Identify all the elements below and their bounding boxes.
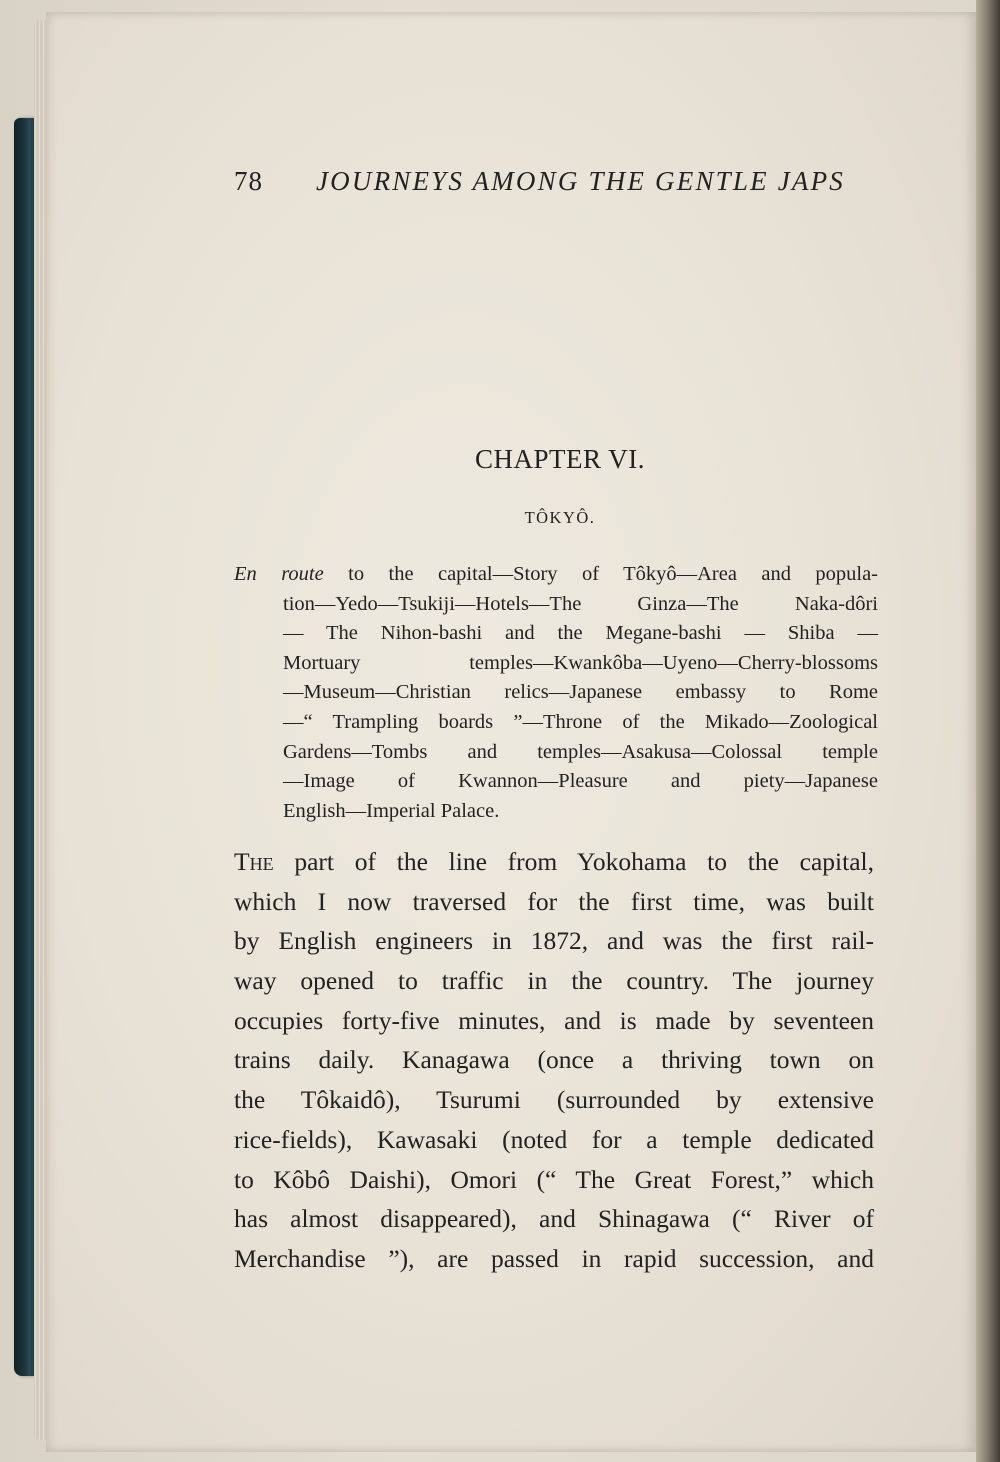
synopsis-line-text: to the capital—Story of Tôkyô—Area and popula- (348, 563, 878, 585)
chapter-title: TÔKYÔ. (524, 508, 596, 527)
body-line: Merchandise ”), are passed in rapid succession, and (234, 1243, 874, 1273)
body-line: rice-fields), Kawasaki (noted for a temple dedicated (234, 1124, 874, 1154)
synopsis-line: —“ Trampling boards ”—Throne of the Mikado—Zoological (283, 710, 878, 733)
book-gutter-shadow (976, 0, 1000, 1462)
synopsis-line: Mortuary temples—Kwankôba—Uyeno—Cherry-blossoms (283, 651, 878, 674)
body-line: occupies forty-five minutes, and is made by seventeen (234, 1005, 874, 1035)
synopsis-lead: En route (234, 563, 324, 585)
synopsis-line: tion—Yedo—Tsukiji—Hotels—The Ginza—The Naka-dôri (283, 592, 878, 615)
body-line: has almost disappeared), and Shinagawa (“ River of (234, 1204, 874, 1234)
body-paragraph (234, 842, 874, 1279)
body-line: way opened to traffic in the country. The journey (234, 966, 874, 996)
body-line: to Kôbô Daishi), Omori (“ The Great Forest,” which (234, 1164, 874, 1194)
body-line (234, 842, 874, 882)
body-first-word: The (234, 847, 274, 876)
book-title: JOURNEYS AMONG THE GENTLE JAPS (316, 166, 845, 196)
body-line: the Tôkaidô), Tsurumi (surrounded by extensive (234, 1085, 874, 1115)
chapter-heading: CHAPTER VI. (474, 444, 646, 474)
body-line: trains daily. Kanagawa (once a thriving town on (234, 1045, 874, 1075)
synopsis-line: English—Imperial Palace. (283, 799, 500, 822)
synopsis-line: — The Nihon-bashi and the Megane-bashi — Shiba — (283, 622, 878, 645)
synopsis-line (234, 560, 878, 590)
synopsis-line: —Museum—Christian relics—Japanese embassy to Rome (283, 681, 878, 704)
synopsis-line: —Image of Kwannon—Pleasure and piety—Japanese (283, 770, 878, 793)
body-line-text: part of the line from Yokohama to the capital, (294, 847, 874, 876)
body-line: by English engineers in 1872, and was the first rail- (234, 926, 874, 956)
body-line: which I now traversed for the first time, was built (234, 886, 874, 916)
synopsis-line: Gardens—Tombs and temples—Asakusa—Colossal temple (283, 740, 878, 763)
page-number: 78 (234, 166, 263, 196)
chapter-synopsis (234, 560, 878, 826)
running-head (234, 166, 874, 206)
